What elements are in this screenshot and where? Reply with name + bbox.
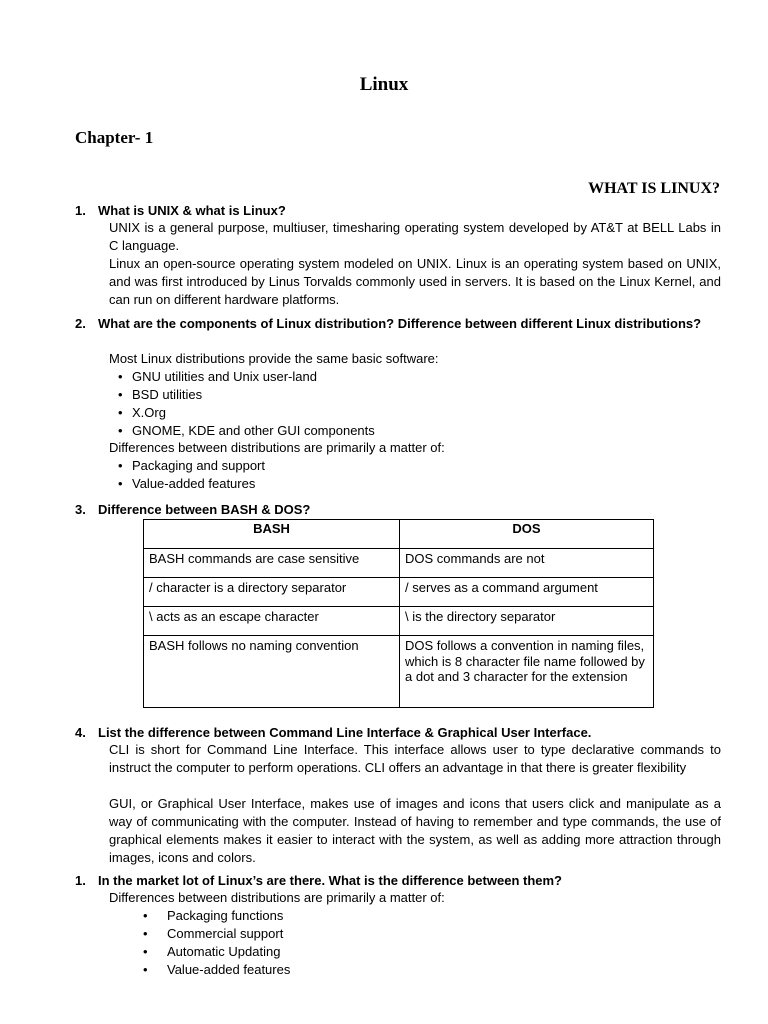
table-cell: \ acts as an escape character <box>144 607 400 636</box>
question-number: 4. <box>75 725 86 740</box>
answer-paragraph: UNIX is a general purpose, multiuser, timesharing operating system developed by AT&T at BELL Labs in C language. <box>109 220 721 253</box>
chapter-heading: Chapter- 1 <box>75 128 154 147</box>
column-header: DOS <box>400 520 654 549</box>
answer-paragraph: CLI is short for Command Line Interface. This interface allows user to type declarative commands to instruct the computer to perform operations. CLI offers an advantage in that there is greater flexibility <box>109 742 721 775</box>
list-item: • Value-added features <box>118 476 256 491</box>
answer-intro: Differences between distributions are primarily a matter of: <box>109 890 445 905</box>
answer-intro: Most Linux distributions provide the same basic software: <box>109 351 439 366</box>
table-cell: / serves as a command argument <box>400 578 654 607</box>
question-4 <box>75 724 721 742</box>
answer-intro: Differences between distributions are primarily a matter of: <box>109 440 445 455</box>
table-header-row <box>144 520 654 549</box>
answer-paragraph: GUI, or Graphical User Interface, makes use of images and icons that users click and manipulate as a way of communicating with the computer. Instead of having to remember and type commands, the use of graphical elements makes it easier to interact with the system, as well as adding more attraction through images, icons and colors. <box>109 796 721 865</box>
question-3 <box>75 501 721 519</box>
question-text: Difference between BASH & DOS? <box>98 502 311 517</box>
question-number: 2. <box>75 316 86 331</box>
table-cell: DOS follows a convention in naming files, which is 8 character file name followed by a dot and 3 character for the extension <box>400 636 654 708</box>
table-row <box>144 607 654 636</box>
question-number: 3. <box>75 502 86 517</box>
list-item: • Commercial support <box>143 926 284 941</box>
table-row <box>144 578 654 607</box>
question-text: List the difference between Command Line Interface & Graphical User Interface. <box>98 725 592 740</box>
question-5 <box>75 872 721 890</box>
list-item: • GNOME, KDE and other GUI components <box>118 423 375 438</box>
bash-dos-table <box>143 519 654 708</box>
answer-paragraph: Linux an open-source operating system modeled on UNIX. Linux is an operating system based on UNIX, and was first introduced by Linus Torvalds commonly used in servers. It is based on the Linux Kernel, and can run on different hardware platforms. <box>109 256 721 307</box>
table-cell: BASH follows no naming convention <box>144 636 400 708</box>
list-item: • Packaging functions <box>143 908 284 923</box>
list-item: • Automatic Updating <box>143 944 281 959</box>
table-cell: BASH commands are case sensitive <box>144 549 400 578</box>
table-cell: / character is a directory separator <box>144 578 400 607</box>
table-row <box>144 636 654 708</box>
question-number: 1. <box>75 203 86 218</box>
differences-list <box>118 457 265 493</box>
table-cell: DOS commands are not <box>400 549 654 578</box>
list-item: • Value-added features <box>143 962 291 977</box>
question-text: What is UNIX & what is Linux? <box>98 203 286 218</box>
list-item: • BSD utilities <box>118 387 203 402</box>
question-2 <box>75 315 721 333</box>
list-item: • GNU utilities and Unix user-land <box>118 369 317 384</box>
column-header: BASH <box>144 520 400 549</box>
section-heading: WHAT IS LINUX? <box>588 180 720 197</box>
question-text: In the market lot of Linux’s are there. What is the difference between them? <box>98 873 562 888</box>
question-text: What are the components of Linux distribution? Difference between different Linux distributions? <box>98 316 702 331</box>
table-row <box>144 549 654 578</box>
list-item: • X.Org <box>118 405 166 420</box>
market-differences-list <box>143 907 291 979</box>
question-number: 1. <box>75 873 86 888</box>
table-cell: \ is the directory separator <box>400 607 654 636</box>
list-item: • Packaging and support <box>118 458 265 473</box>
question-1 <box>75 202 721 220</box>
document-title: Linux <box>359 74 409 95</box>
software-list <box>118 368 375 440</box>
